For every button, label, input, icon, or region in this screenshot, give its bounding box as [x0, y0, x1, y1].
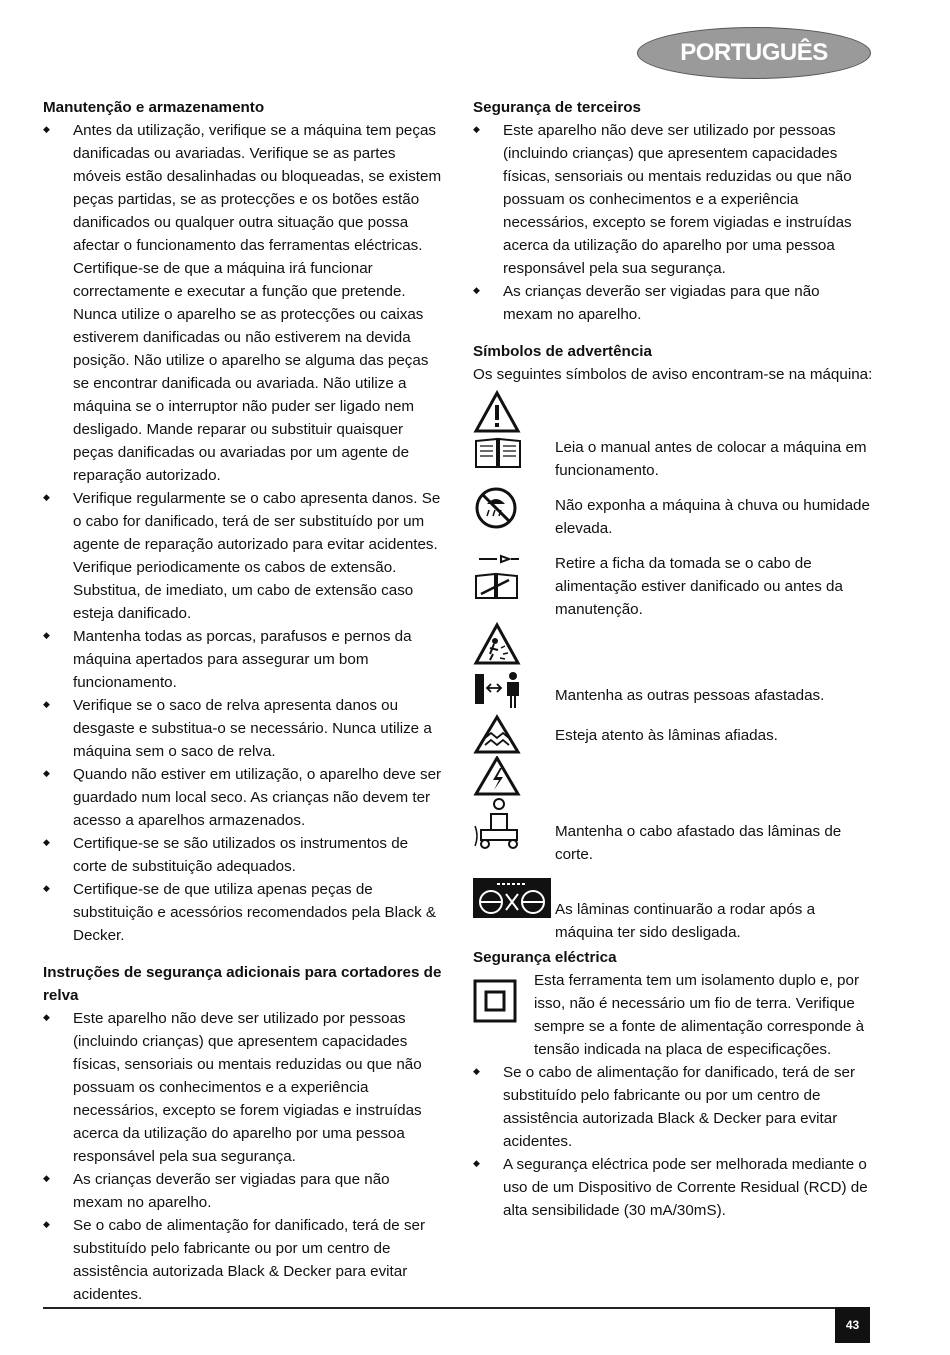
page-number: 43 [835, 1307, 870, 1343]
warning-symbols-intro: Os seguintes símbolos de aviso encontram-se na máquina: [473, 366, 873, 383]
additional-safety-heading: Instruções de segurança adicionais para cortadores de relva [43, 964, 442, 1004]
electrical-safety-list [473, 1061, 873, 1222]
symbol-row [473, 796, 873, 878]
list-item: ◆ Verifique regularmente se o cabo apresenta danos. Se o cabo for danificado, terá de ser substituído por um agente de reparação autorizado para evitar acidentes. Verifique periodicamente os cabos de extensão. Substitua, de imediato, um cabo de extensão caso esteja danificado. [43, 487, 443, 625]
left-column [43, 96, 443, 1306]
electrical-safety-heading: Segurança eléctrica [473, 949, 617, 966]
no-rain-icon [473, 486, 519, 530]
double-insulation-text: Esta ferramenta tem um isolamento duplo e, por isso, não é necessário um fio de terra. Verifique sempre se a fonte de alimentação corresponde à tensão indicada na placa de especificações. [534, 972, 865, 1058]
list-item: ◆ Quando não estiver em utilização, o aparelho deve ser guardado num local seco. As crianças não devem ter acesso a aparelhos armazenados. [43, 763, 443, 832]
symbol-row [473, 622, 873, 670]
third-party-heading: Segurança de terceiros [473, 99, 641, 116]
third-party-list [473, 119, 873, 326]
right-column [473, 96, 873, 1222]
symbol-row [473, 436, 873, 486]
list-item: ◆ As crianças deverão ser vigiadas para que não mexam no aparelho. [43, 1168, 443, 1214]
warning-triangle-icon [473, 390, 521, 434]
symbol-row [473, 486, 873, 552]
warning-symbols-heading: Símbolos de advertência [473, 343, 652, 360]
list-item: ◆ Se o cabo de alimentação for danificado, terá de ser substituído pelo fabricante ou por um centro de assistência autorizada Black & Decker para evitar acidentes. [43, 1214, 443, 1306]
list-item: ◆ Verifique se o saco de relva apresenta danos ou desgaste e substitua-o se necessário. Nunca utilize a máquina sem o saco de relva. [43, 694, 443, 763]
list-item: ◆ Este aparelho não deve ser utilizado por pessoas (incluindo crianças) que apresentem capacidades físicas, sensoriais ou mentais reduzidas ou que não possuam os conhecimentos e a experiência necessários, excepto se forem vigiadas e instruídas acerca da utilização do aparelho por uma pessoa responsável pela sua segurança. [43, 1007, 443, 1168]
keep-bystanders-away-icon [473, 670, 525, 710]
additional-safety-list [43, 1007, 443, 1306]
symbol-row [473, 390, 873, 436]
list-item: ◆ As crianças deverão ser vigiadas para que não mexam no aparelho. [473, 280, 873, 326]
symbol-text: Leia o manual antes de colocar a máquina em funcionamento. [555, 439, 867, 479]
symbol-row [473, 878, 873, 946]
list-item: ◆ Certifique-se se são utilizados os instrumentos de corte de substituição adequados. [43, 832, 443, 878]
footer-divider [43, 1307, 869, 1309]
list-item: ◆ Antes da utilização, verifique se a máquina tem peças danificadas ou avariadas. Verifique se as partes móveis estão desalinhadas ou bloqueadas, se existem peças partidas, se as protecções e os botões estão danificados ou qualquer outra situação que possa afectar o funcionamento das ferramentas eléctricas. Certifique-se de que a máquina irá funcionar correctamente e executar a função que pretende. Nunca utilize o aparelho se as protecções ou caixas estiverem danificadas ou não estiverem na devida posição. Não utilize o aparelho se alguma das peças se encontrar danificada ou avariada. Não utilize a máquina se o interruptor não puder ser ligado nem desligado. Mande reparar ou substituir quaisquer peças danificadas ou avariadas por um agente de reparação autorizado. [43, 119, 443, 487]
list-item: ◆ Mantenha todas as porcas, parafusos e pernos da máquina apertados para assegurar um bom funcionamento. [43, 625, 443, 694]
list-item: ◆ A segurança eléctrica pode ser melhorada mediante o uso de um Dispositivo de Corrente Residual (RCD) de alta sensibilidade (30 mA/30mS). [473, 1153, 873, 1222]
symbol-text: Mantenha o cabo afastado das lâminas de corte. [555, 823, 842, 863]
symbol-row [473, 756, 873, 796]
maintenance-list [43, 119, 443, 947]
double-insulation-icon [473, 979, 517, 1023]
blades-continue-rotating-icon [473, 878, 551, 918]
symbol-row [473, 670, 873, 714]
unplug-cable-icon [473, 552, 523, 600]
list-item: ◆ Se o cabo de alimentação for danificado, terá de ser substituído pelo fabricante ou por um centro de assistência autorizada Black & Decker para evitar acidentes. [473, 1061, 873, 1153]
read-manual-icon [473, 436, 523, 470]
symbol-text: Não exponha a máquina à chuva ou humidade elevada. [555, 497, 870, 537]
electric-shock-icon [473, 756, 521, 796]
maintenance-heading: Manutenção e armazenamento [43, 99, 265, 116]
symbol-row [473, 552, 873, 622]
list-item: ◆ Certifique-se de que utiliza apenas peças de substituição e acessórios recomendados pela Black & Decker. [43, 878, 443, 947]
symbol-row [473, 714, 873, 756]
symbol-text: Retire a ficha da tomada se o cabo de alimentação estiver danificado ou antes da manutenção. [555, 555, 843, 618]
double-insulation-row [473, 969, 873, 1061]
list-item: ◆ Este aparelho não deve ser utilizado por pessoas (incluindo crianças) que apresentem capacidades físicas, sensoriais ou mentais reduzidas ou que não possuam os conhecimentos e a experiência necessários, excepto se forem vigiadas e instruídas acerca da utilização do aparelho por uma pessoa responsável pela sua segurança. [473, 119, 873, 280]
thrown-objects-icon [473, 622, 521, 666]
symbol-text: Mantenha as outras pessoas afastadas. [555, 687, 825, 704]
language-tab: PORTUGUÊS [637, 27, 871, 79]
sharp-blades-icon [473, 714, 521, 754]
cable-away-from-blades-icon [473, 796, 525, 850]
symbol-text: As lâminas continuarão a rodar após a máquina ter sido desligada. [555, 901, 816, 941]
symbol-text: Esteja atento às lâminas afiadas. [555, 727, 778, 744]
